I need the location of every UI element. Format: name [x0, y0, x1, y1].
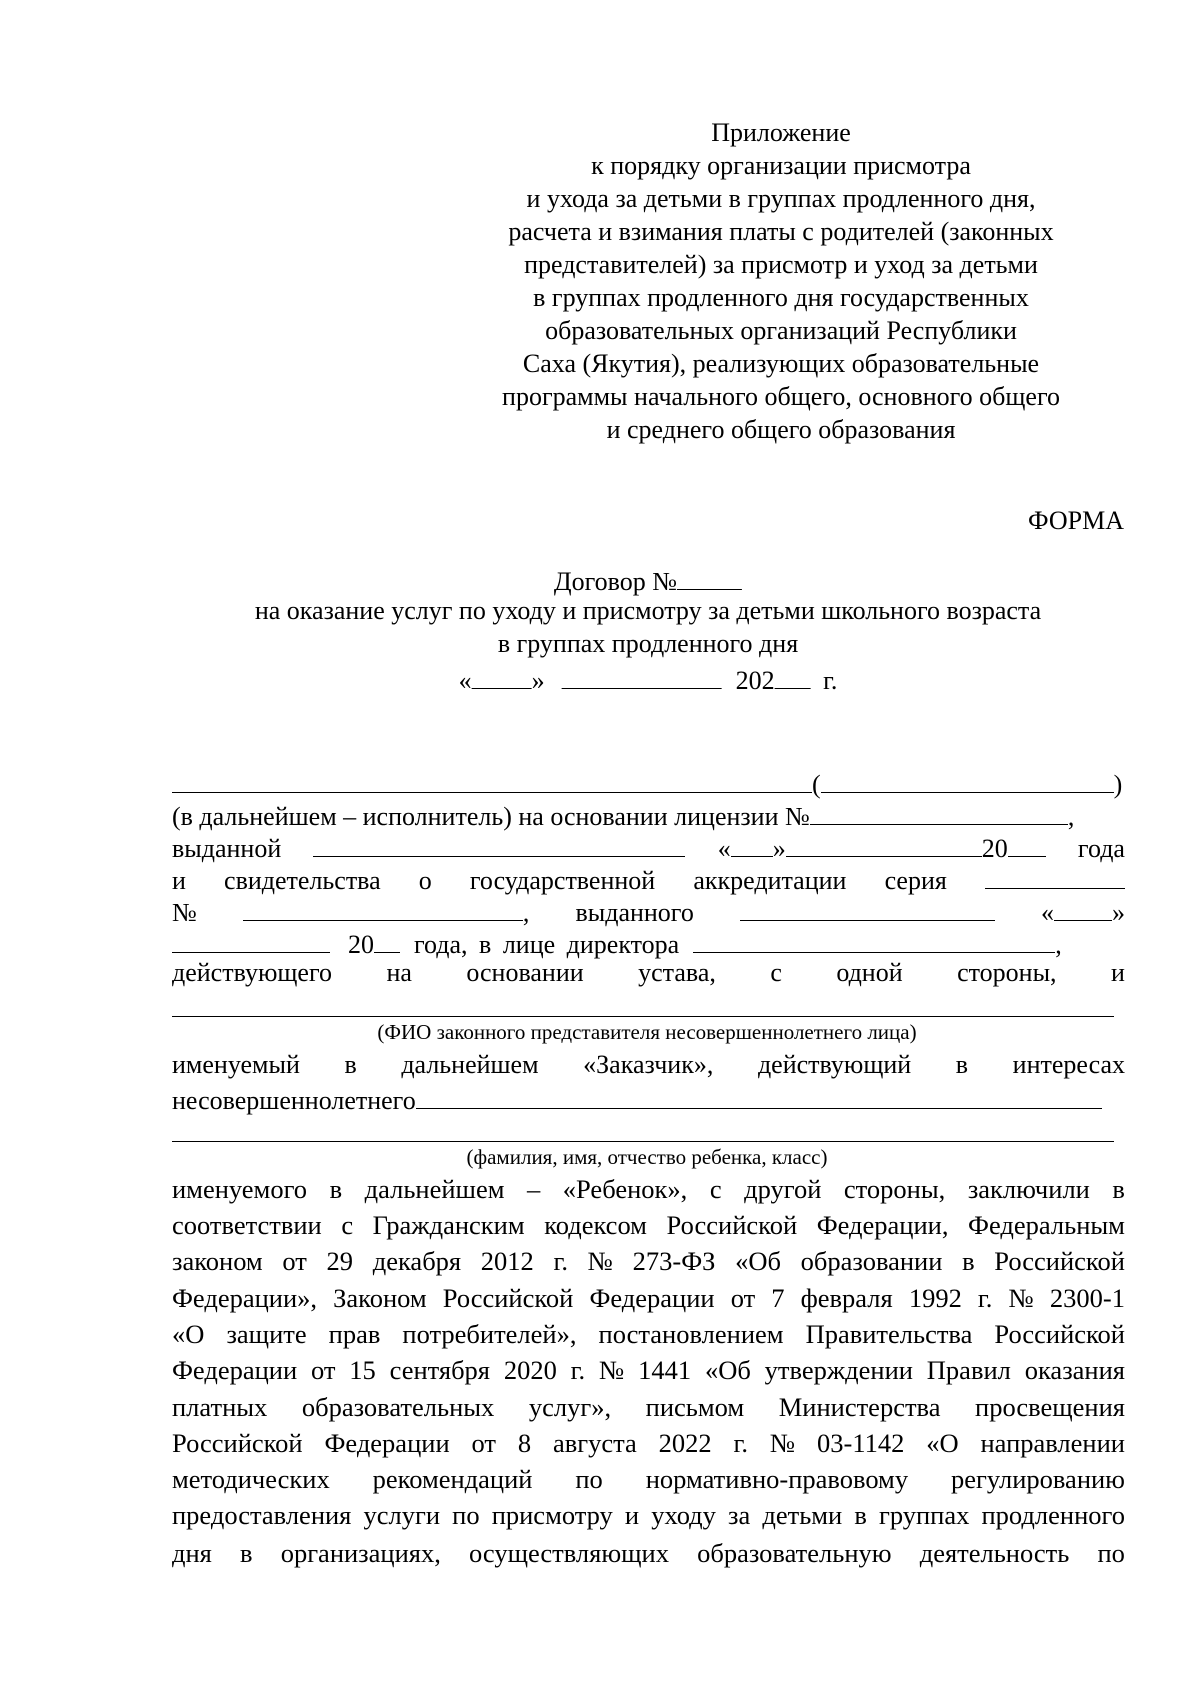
body-word: письмом	[645, 1392, 745, 1422]
body-word: 273-ФЗ	[632, 1246, 716, 1276]
body-word: по	[575, 1464, 603, 1494]
body-word: от	[310, 1355, 336, 1385]
body-word: утверждении	[764, 1355, 913, 1385]
body-word: г.	[570, 1355, 586, 1385]
license-year-blank	[1008, 832, 1046, 857]
body-word: «О	[926, 1428, 959, 1458]
appendix-line: и ухода за детьми в группах продленного дня,	[526, 184, 1036, 213]
body-line	[172, 1321, 1125, 1355]
appendix-line: программы начального общего, основного общего	[502, 382, 1060, 411]
executor-short-name-blank	[821, 768, 1114, 793]
body-word: деятельность	[919, 1538, 1070, 1568]
body-word: «Ребенок»,	[562, 1174, 688, 1204]
license-issuer-blank	[313, 832, 685, 857]
body-word: 03-1142	[817, 1428, 905, 1458]
body-line	[172, 1394, 1125, 1428]
body-word: сентября	[389, 1355, 490, 1385]
form-label: ФОРМА	[1028, 506, 1124, 535]
body-word: методических	[172, 1464, 330, 1494]
body-word: №	[769, 1428, 796, 1458]
body-word: дальнейшем	[364, 1174, 505, 1204]
body-word: группах	[878, 1500, 970, 1530]
accreditation-number-blank	[243, 896, 523, 921]
body-word: Федерации	[589, 1283, 715, 1313]
body-word: февраля	[800, 1283, 893, 1313]
body-line	[172, 1248, 1125, 1282]
body-word: соответствии	[172, 1210, 322, 1240]
body-word: 2300-1	[1049, 1283, 1125, 1313]
child-caption: (фамилия, имя, отчество ребенка, класс)	[466, 1145, 828, 1169]
body-word: Федерации»,	[172, 1283, 318, 1313]
body-word: Федеральным	[968, 1210, 1125, 1240]
body-word: кодексом	[544, 1210, 647, 1240]
body-word: декабря	[372, 1246, 462, 1276]
accreditation-day-blank	[1054, 896, 1112, 921]
body-word: 2020	[503, 1355, 557, 1385]
body-word: Гражданским	[372, 1210, 525, 1240]
body-word: с	[341, 1210, 354, 1240]
body-word: Российской	[994, 1246, 1125, 1276]
body-line	[172, 1212, 1125, 1246]
contract-subtitle-2: в группах продленного дня	[497, 629, 799, 658]
body-word: Правительства	[805, 1319, 973, 1349]
guardian-name-blank	[172, 1016, 1114, 1017]
body-word: 7	[771, 1283, 785, 1313]
body-word: в	[962, 1246, 975, 1276]
appendix-line: к порядку организации присмотра	[591, 151, 971, 180]
appendix-line: представителей) за присмотр и уход за детьми	[524, 250, 1038, 279]
customer-line: именуемый в дальнейшем «Заказчик», действующий в интересах	[172, 1050, 1125, 1079]
accreditation-number-line: № , выданного « »	[172, 898, 1125, 927]
body-word: защите	[226, 1319, 307, 1349]
guardian-caption: (ФИО законного представителя несовершеннолетнего лица)	[377, 1020, 917, 1044]
body-line	[172, 1176, 1125, 1210]
body-word: потребителей»,	[402, 1319, 577, 1349]
body-word: за	[728, 1500, 751, 1530]
appendix-line: в группах продленного дня государственных	[533, 283, 1029, 312]
appendix-line: Саха (Якутия), реализующих образовательные	[522, 349, 1040, 378]
contract-date: « » 202 г.	[458, 666, 838, 695]
body-word: г.	[977, 1283, 993, 1313]
license-number-blank	[810, 800, 1068, 825]
body-word: нормативно-правовому	[645, 1464, 909, 1494]
body-word: «Об	[704, 1355, 751, 1385]
body-word: Правил	[926, 1355, 1011, 1385]
body-word: Российской	[172, 1428, 303, 1458]
body-word: продленного	[981, 1500, 1125, 1530]
body-word: по	[1097, 1538, 1125, 1568]
body-word: Российской	[666, 1210, 798, 1240]
body-word: другой	[744, 1174, 822, 1204]
body-word: от	[471, 1428, 496, 1458]
body-word: Федерации	[172, 1355, 298, 1385]
body-word: именуемого	[172, 1174, 308, 1204]
body-word: направлении	[980, 1428, 1125, 1458]
body-word: 2022	[658, 1428, 712, 1458]
body-word: осуществляющих	[469, 1538, 669, 1568]
body-word: по	[452, 1500, 480, 1530]
director-line: 20 года, в лице директора ,	[172, 928, 1125, 958]
body-word: Федерации	[324, 1428, 450, 1458]
body-word: №	[599, 1355, 625, 1385]
body-word: просвещения	[975, 1392, 1125, 1422]
body-word: регулированию	[951, 1464, 1125, 1494]
body-word: 1992	[908, 1283, 962, 1313]
contract-number-blank	[677, 565, 742, 590]
body-word: №	[587, 1246, 613, 1276]
body-word: в	[1112, 1174, 1125, 1204]
body-word: услуг»,	[528, 1392, 612, 1422]
body-word: г.	[553, 1246, 568, 1276]
body-word: –	[527, 1174, 541, 1204]
body-word: г.	[733, 1428, 748, 1458]
body-word: платных	[172, 1392, 268, 1422]
minor-line: несовершеннолетнего	[172, 1084, 1125, 1114]
body-word: 1441	[638, 1355, 692, 1385]
body-word: заключили	[967, 1174, 1090, 1204]
director-name-blank	[693, 928, 1055, 953]
accreditation-line: и свидетельства о государственной аккредитации серия	[172, 864, 1125, 894]
body-word: образовании	[800, 1246, 943, 1276]
body-line	[172, 1357, 1125, 1391]
month-blank	[561, 664, 721, 689]
body-word: №	[1008, 1283, 1034, 1313]
body-word: образовательных	[301, 1392, 495, 1422]
body-word: «Об	[735, 1246, 781, 1276]
body-word: Российской	[442, 1283, 574, 1313]
body-word: в	[240, 1538, 253, 1568]
contract-title	[554, 565, 742, 595]
body-word: рекомендаций	[372, 1464, 533, 1494]
body-word: предоставления	[172, 1500, 352, 1530]
accreditation-year-blank	[374, 928, 400, 953]
appendix-line: Приложение	[711, 118, 851, 147]
accreditation-series-blank	[985, 864, 1125, 889]
body-word: постановлением	[598, 1319, 784, 1349]
body-word: детьми	[762, 1500, 843, 1530]
accreditation-issuer-blank	[740, 896, 995, 921]
body-word: прав	[328, 1319, 381, 1349]
contract-subtitle: на оказание услуг по уходу и присмотру за детьми школьного возраста	[254, 596, 1042, 625]
child-name-blank	[172, 1141, 1114, 1142]
body-word: от	[282, 1246, 307, 1276]
body-word: 8	[517, 1428, 532, 1458]
body-line	[172, 1430, 1125, 1464]
body-word: услуги	[363, 1500, 441, 1530]
body-word: 29	[326, 1246, 354, 1276]
body-word: уходу	[651, 1500, 716, 1530]
body-word: Законом	[333, 1283, 427, 1313]
body-word: законом	[172, 1246, 263, 1276]
executor-line: ( )	[172, 768, 1125, 798]
body-word: присмотру	[491, 1500, 613, 1530]
body-word: образовательную	[697, 1538, 892, 1568]
body-word: 15	[349, 1355, 376, 1385]
license-line: (в дальнейшем – исполнитель) на основании лицензии № ,	[172, 802, 1075, 831]
body-word: Российской	[994, 1319, 1125, 1349]
minor-name-blank	[416, 1084, 1102, 1109]
body-word: 2012	[480, 1246, 534, 1276]
body-word: Министерства	[778, 1392, 941, 1422]
appendix-line: расчета и взимания платы с родителей (законных	[508, 217, 1054, 246]
body-word: дня	[172, 1538, 212, 1568]
body-word: с	[709, 1174, 722, 1204]
body-word: Федерации,	[816, 1210, 949, 1240]
body-word: в	[854, 1500, 867, 1530]
license-month-blank	[786, 832, 982, 857]
body-line	[172, 1285, 1125, 1319]
body-word: и	[624, 1500, 640, 1530]
body-line	[172, 1466, 1125, 1500]
year-blank	[775, 664, 811, 689]
appendix-line: и среднего общего образования	[606, 415, 956, 444]
appendix-line: образовательных организаций Республики	[545, 316, 1017, 345]
body-word: от	[730, 1283, 756, 1313]
charter-line: действующего на основании устава, с одной стороны, и	[172, 958, 1125, 987]
body-word: оказания	[1024, 1355, 1125, 1385]
body-word: в	[329, 1174, 343, 1204]
body-line	[172, 1540, 1125, 1574]
license-issued-line: выданной « » 20 года	[172, 834, 1125, 863]
day-blank	[472, 664, 532, 689]
body-word: августа	[552, 1428, 637, 1458]
body-word: «О	[172, 1319, 205, 1349]
accreditation-month-blank	[172, 928, 330, 953]
body-word: стороны,	[843, 1174, 946, 1204]
executor-name-blank	[172, 768, 812, 793]
license-day-blank	[731, 832, 773, 857]
body-line	[172, 1502, 1125, 1536]
contract-number-label: Договор №	[553, 567, 678, 596]
body-word: организациях,	[280, 1538, 441, 1568]
